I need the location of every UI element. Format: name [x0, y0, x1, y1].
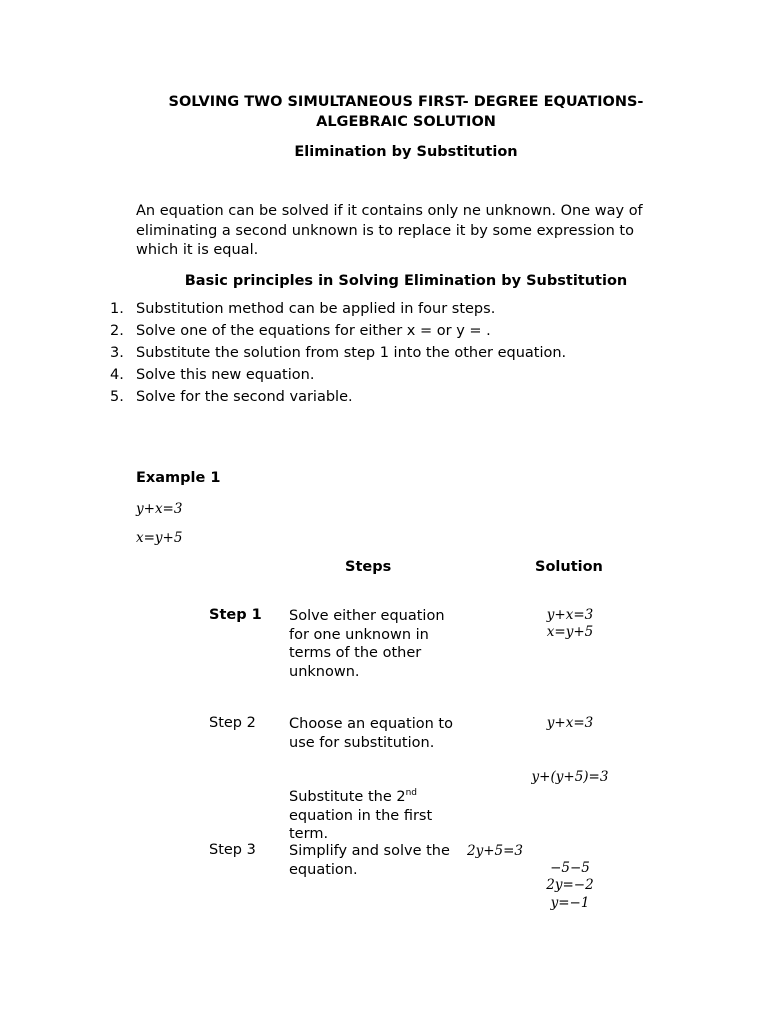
- step-2-solution-1: y+x=3: [546, 715, 594, 731]
- step-2-solution-2: y+(y+5)=3: [531, 769, 609, 785]
- intro-paragraph: An equation can be solved if it contains only ne unknown. One way of eliminating a second unknown is to replace it by some expression to which it is equal.: [136, 203, 643, 258]
- list-text: Solve for the second variable.: [136, 389, 353, 405]
- step-2-text-post: equation in the first term.: [289, 807, 433, 842]
- list-number: 2.: [110, 323, 124, 339]
- step-1-solution-2: x=y+5: [546, 624, 594, 640]
- list-item: [110, 320, 710, 342]
- list-item: [110, 342, 710, 364]
- list-text: Solve this new equation.: [136, 367, 315, 383]
- step-1-label: Step 1: [209, 607, 262, 623]
- step-2-label: Step 2: [209, 715, 256, 731]
- principles-heading: Basic principles in Solving Elimination by Substitution: [184, 273, 628, 289]
- example-equation-2: x=y+5: [136, 530, 183, 546]
- list-number: 5.: [110, 389, 124, 405]
- list-item: [110, 386, 710, 408]
- principles-list: [110, 298, 710, 408]
- step-3-description: Simplify and solve the equation.: [289, 843, 450, 878]
- list-text: Solve one of the equations for either x = or y = .: [136, 323, 491, 339]
- document-title: [100, 92, 712, 132]
- step-2-description-a: Choose an equation to use for substitution.: [289, 716, 453, 751]
- example-heading: Example 1: [136, 470, 221, 486]
- list-number: 1.: [110, 301, 124, 317]
- step-3-solution-2: 2y=−2: [546, 877, 594, 893]
- step-3-solution-3: y=−1: [550, 895, 590, 911]
- document-subtitle: Elimination by Substitution: [294, 144, 518, 160]
- list-number: 4.: [110, 367, 124, 383]
- step-3-label: Step 3: [209, 842, 256, 858]
- solution-column-header: Solution: [535, 559, 603, 575]
- example-equation-1: y+x=3: [136, 501, 183, 517]
- step-2-text-pre: Substitute the 2: [289, 789, 406, 805]
- title-line-1: SOLVING TWO SIMULTANEOUS FIRST- DEGREE EQUATIONS-: [168, 94, 644, 110]
- list-text: Substitution method can be applied in four steps.: [136, 301, 496, 317]
- step-1-solution-1: y+x=3: [546, 607, 594, 623]
- list-text: Substitute the solution from step 1 into the other equation.: [136, 345, 567, 361]
- step-3-solution-1: −5−5: [550, 860, 590, 876]
- list-item: [110, 364, 710, 386]
- step-2-text-sup: nd: [405, 788, 418, 799]
- step-1-description: Solve either equation for one unknown in terms of the other unknown.: [289, 608, 445, 680]
- step-3-solution-0: 2y+5=3: [467, 843, 524, 859]
- list-number: 3.: [110, 345, 124, 361]
- steps-column-header: Steps: [345, 559, 392, 575]
- list-item: [110, 298, 710, 320]
- title-line-2: ALGEBRAIC SOLUTION: [316, 114, 496, 130]
- step-2-description-b: [289, 788, 459, 844]
